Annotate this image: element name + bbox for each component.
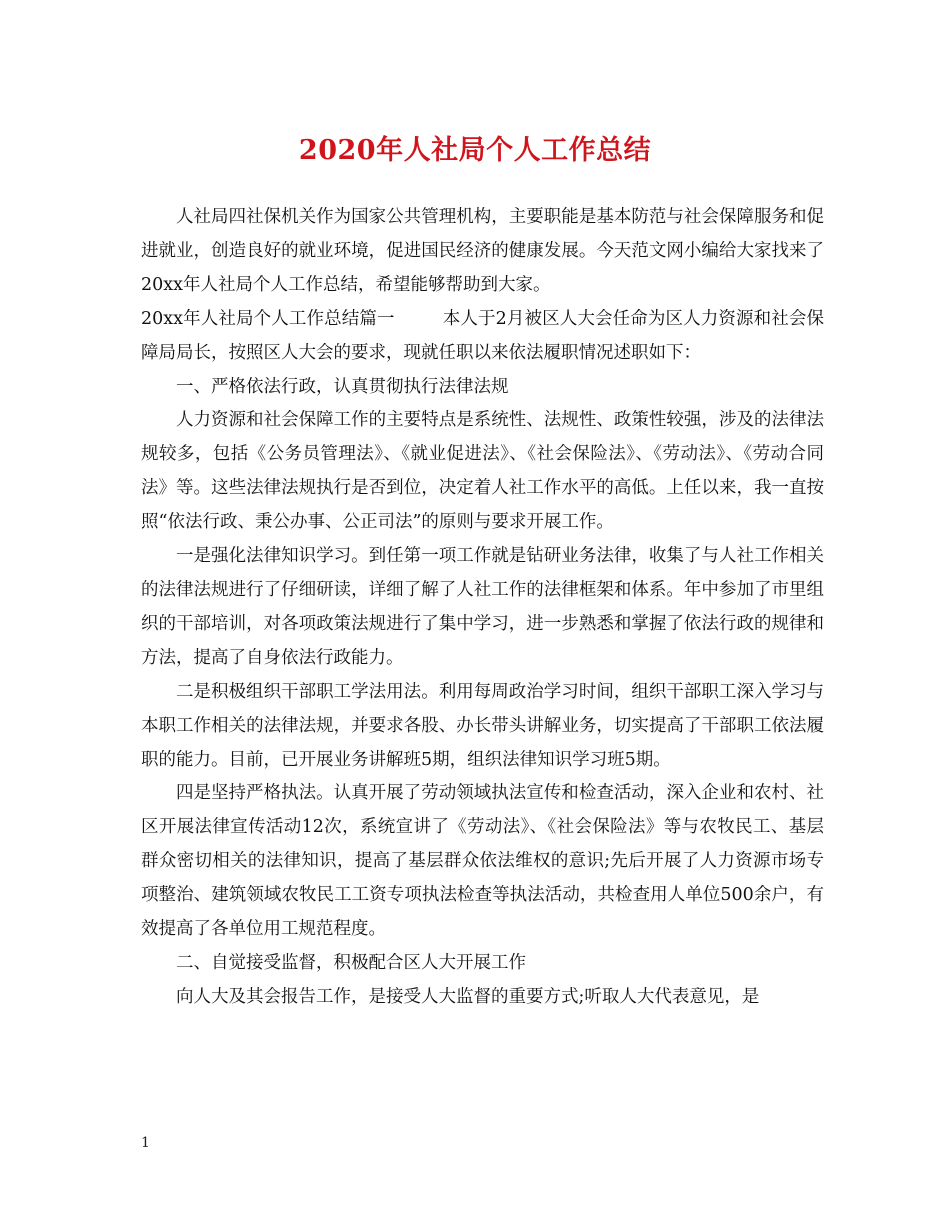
paragraph-strict-enforcement: 四是坚持严格执法。认真开展了劳动领域执法宣传和检查活动，深入企业和农村、社区开展法律宣传活动12次，系统宣讲了《劳动法》、《社会保险法》等与农牧民工、基层群众密切相关的法律知识，提高了基层群众依法维权的意识;先后开展了人力资源市场专项整治、建筑领域农牧民工工资专项执法检查等执法活动，共检查用人单位500余户，有效提高了各单位用工规范程度。 xyxy=(141,783,824,940)
paragraph-intro: 人社局四社保机关作为国家公共管理机构，主要职能是基本防范与社会保障服务和促进就业，创造良好的就业环境，促进国民经济的健康发展。今天范文网小编给大家找来了20xx年人社局个人工作总结，希望能够帮助到大家。 xyxy=(141,207,824,295)
page-number: 1 xyxy=(141,1135,150,1151)
paragraph-appointment: 本人于2月被区人大会任命为区人力资源和社会保障局局长，按照区人大会的要求，现就任职以来依法履职情况述职如下： xyxy=(141,308,824,363)
paragraph-staff-training: 二是积极组织干部职工学法用法。利用每周政治学习时间，组织干部职工深入学习与本职工作相关的法律法规，并要求各股、办长带头讲解业务，切实提高了干部职工依法履职的能力。目前，已开展业务讲解班5期，组织法律知识学习班5期。 xyxy=(141,681,824,770)
document-title: 2020年人社局个人工作总结 xyxy=(298,135,652,166)
heading-strict-law: 一、严格依法行政，认真贯彻执行法律法规 xyxy=(176,376,509,397)
document-body xyxy=(141,201,824,1015)
section-heading: 20xx年人社局个人工作总结篇一 xyxy=(141,308,395,329)
paragraph-report: 向人大及其会报告工作，是接受人大监督的重要方式;听取人大代表意见，是 xyxy=(176,986,760,1007)
paragraph-law-features: 人力资源和社会保障工作的主要特点是系统性、法规性、政策性较强，涉及的法律法规较多，包括《公务员管理法》、《就业促进法》、《社会保险法》、《劳动法》、《劳动合同法》等。这些法律法规执行是否到位，决定着人社工作水平的高低。上任以来，我一直按照“依法行政、秉公办事、公正司法”的原则与要求开展工作。 xyxy=(141,410,824,533)
heading-supervision: 二、自觉接受监督，积极配合区人大开展工作 xyxy=(176,952,526,973)
paragraph-section-one xyxy=(141,303,824,371)
paragraph-law-study: 一是强化法律知识学习。到任第一项工作就是钻研业务法律，收集了与人社工作相关的法律法规进行了仔细研读，详细了解了人社工作的法律框架和体系。年中参加了市里组织的干部培训，对各项政策法规进行了集中学习，进一步熟悉和掌握了依法行政的规律和方法，提高了自身依法行政能力。 xyxy=(141,546,824,668)
